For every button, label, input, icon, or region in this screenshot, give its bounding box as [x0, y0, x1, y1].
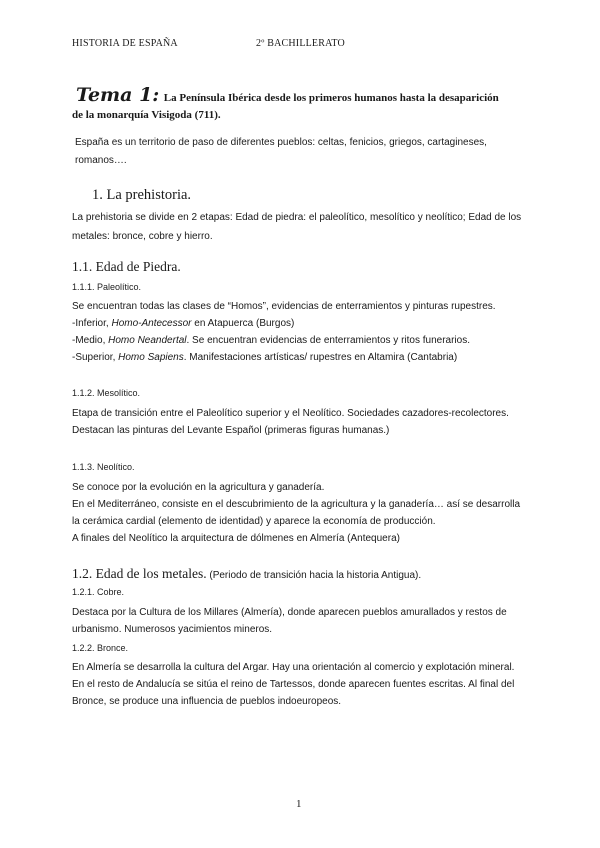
- prehistoria-paragraph: [72, 210, 521, 244]
- header-subject: HISTORIA DE ESPAÑA: [72, 38, 178, 49]
- paragraph-line: urbanismo. Numerosos yacimientos mineros.: [72, 624, 273, 635]
- mesolitico-paragraph: [72, 405, 509, 439]
- paragraph-line: Etapa de transición entre el Paleolítico superior y el Neolítico. Sociedades cazadores-recolectores.: [72, 408, 509, 419]
- paleolitico-inferior-line: -Inferior, Homo-Antecessor en Atapuerca (Burgos): [72, 318, 295, 329]
- paragraph-line: A finales del Neolítico la arquitectura de dólmenes en Almería (Antequera): [72, 533, 400, 544]
- paragraph-line: Bronce, se produce una influencia de pueblos indoeuropeos.: [72, 696, 342, 707]
- bronce-heading: 1.2.2. Bronce.: [72, 643, 129, 653]
- paragraph-line: En Almería se desarrolla la cultura del Argar. Hay una orientación al comercio y explotación mineral.: [72, 662, 515, 673]
- paragraph-line: En el Mediterráneo, consiste en el descubrimiento de la agricultura y la ganadería… así se desarrolla: [72, 499, 521, 510]
- neolitico-heading: 1.1.3. Neolítico.: [72, 462, 135, 472]
- edad-metales-title: 1.2. Edad de los metales.: [72, 566, 207, 581]
- title-line: [76, 84, 499, 106]
- intro-line: España es un territorio de paso de diferentes pueblos: celtas, fenicios, griegos, cartagineses,: [75, 137, 487, 148]
- paragraph-line: Destaca por la Cultura de los Millares (Almería), donde aparecen pueblos amurallados y restos de: [72, 607, 507, 618]
- paragraph-line: Se conoce por la evolución en la agricultura y ganadería.: [72, 482, 325, 493]
- section-prehistoria-heading: 1. La prehistoria.: [92, 187, 192, 203]
- paragraph-line: La prehistoria se divide en 2 etapas: Edad de piedra: el paleolítico, mesolítico y neolítico; Edad de los: [72, 212, 522, 223]
- paragraph-line: Se encuentran todas las clases de “Homos”, evidencias de enterramientos y pinturas rupestres.: [72, 301, 496, 312]
- paleolitico-superior-line: -Superior, Homo Sapiens. Manifestaciones artísticas/ rupestres en Altamira (Cantabria): [72, 352, 458, 363]
- cobre-paragraph: [72, 604, 507, 638]
- paleolitico-paragraph: [72, 298, 496, 366]
- edad-metales-note: (Periodo de transición hacia la historia Antigua).: [206, 570, 422, 581]
- paragraph-line: metales: bronce, cobre y hierro.: [72, 231, 213, 242]
- intro-paragraph: [75, 137, 487, 167]
- paleolitico-heading: 1.1.1. Paleolítico.: [72, 282, 142, 292]
- paleolitico-medio-line: -Medio, Homo Neandertal. Se encuentran evidencias de enterramientos y ritos funerarios.: [72, 335, 470, 346]
- section-edad-metales-heading: [72, 566, 421, 582]
- cobre-heading: 1.2.1. Cobre.: [72, 587, 125, 597]
- section-edad-piedra-heading: 1.1. Edad de Piedra.: [72, 259, 181, 274]
- page-number: 1: [296, 798, 302, 810]
- tema-label: Tema 1:: [76, 84, 160, 106]
- intro-line: romanos….: [75, 155, 127, 166]
- paragraph-line: la cerámica cardial (elemento de identidad) y aparece la economía de producción.: [72, 516, 436, 527]
- header-course: 2º BACHILLERATO: [256, 38, 345, 49]
- bronce-paragraph: [72, 659, 514, 710]
- paragraph-line: En el resto de Andalucía se sitúa el reino de Tartessos, donde aparecen fuentes escritas. Al final del: [72, 679, 515, 690]
- neolitico-paragraph: [72, 479, 520, 547]
- title-text-line1: La Península Ibérica desde los primeros humanos hasta la desaparición: [163, 92, 499, 104]
- title-text-line2: de la monarquía Visigoda (711).: [72, 109, 221, 121]
- paragraph-line: Destacan las pinturas del Levante Español (primeras figuras humanas.): [72, 425, 390, 436]
- mesolitico-heading: 1.1.2. Mesolítico.: [72, 388, 141, 398]
